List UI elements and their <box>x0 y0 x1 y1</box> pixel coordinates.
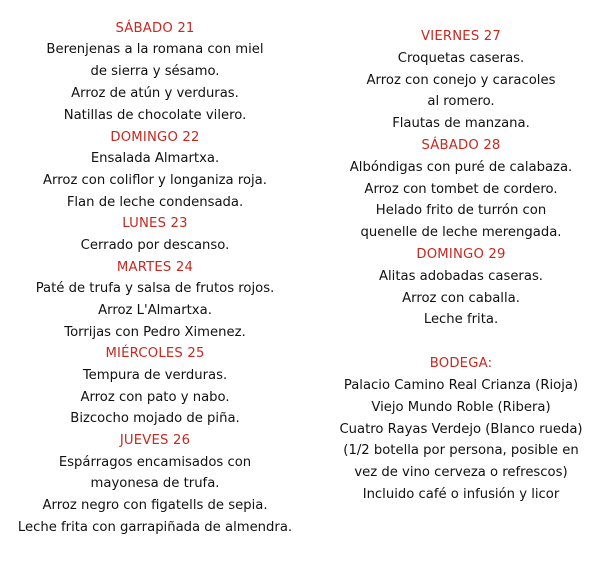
dish-line: Torrijas con Pedro Ximenez. <box>64 324 246 340</box>
dish-line: Flan de leche condensada. <box>66 194 244 210</box>
bodega-heading: BODEGA: <box>429 356 493 372</box>
dish-line: Leche frita con garrapiñada de almendra. <box>17 519 293 535</box>
dish-line: Arroz con tombet de cordero. <box>364 181 558 197</box>
dish-line: Leche frita. <box>423 312 499 328</box>
wine-note-line: (1/2 botella por persona, posible en <box>343 443 579 459</box>
dish-line: al romero. <box>427 94 495 110</box>
coffee-note-line: Incluido café o infusión y licor <box>362 486 560 502</box>
dish-line: Arroz con caballa. <box>402 290 520 306</box>
dish-line: de sierra y sésamo. <box>90 64 220 80</box>
dish-line: Helado frito de turrón con <box>375 203 547 219</box>
day-heading: DOMINGO 22 <box>110 129 200 145</box>
section-spacer <box>322 331 600 353</box>
day-heading: MARTES 24 <box>116 259 194 275</box>
dish-line: Alitas adobadas caseras. <box>378 268 544 284</box>
dish-line: quenelle de leche merengada. <box>360 225 562 241</box>
dish-line: Tempura de verduras. <box>82 367 228 383</box>
wine-note-line: vez de vino cerveza o refrescos) <box>354 465 568 481</box>
dish-line: Flautas de manzana. <box>392 116 530 132</box>
dish-line: Arroz con coliflor y longaniza roja. <box>43 172 267 188</box>
dish-line: Paté de trufa y salsa de frutos rojos. <box>35 281 275 296</box>
dish-line: Berenjenas a la romana con miel <box>46 42 264 58</box>
wine-line: Cuatro Rayas Verdejo (Blanco rueda) <box>339 421 583 437</box>
dish-line: Ensalada Almartxa. <box>90 151 220 166</box>
menu-left-column <box>6 18 304 539</box>
day-heading: LUNES 23 <box>122 216 188 232</box>
dish-line: Natillas de chocolate vilero. <box>63 107 247 123</box>
wine-line: Palacio Camino Real Crianza (Rioja) <box>343 377 579 393</box>
dish-line: Croquetas caseras. <box>397 50 525 66</box>
dish-line: Cerrado por descanso. <box>80 237 230 253</box>
dish-line: Albóndigas con puré de calabaza. <box>349 159 573 175</box>
menu-right-column <box>322 26 600 506</box>
dish-line: Espárragos encamisados con <box>58 454 252 470</box>
wine-line: Viejo Mundo Roble (Ribera) <box>371 399 551 415</box>
dish-line: Arroz con pato y nabo. <box>80 389 230 405</box>
dish-line: Arroz con conejo y caracoles <box>366 72 556 88</box>
dish-line: Arroz L'Almartxa. <box>98 302 212 318</box>
dish-line: Arroz negro con figatells de sepia. <box>42 498 268 514</box>
dish-line: mayonesa de trufa. <box>90 476 220 492</box>
day-heading: SÁBADO 21 <box>115 21 195 36</box>
day-heading: DOMINGO 29 <box>416 246 506 262</box>
day-heading: SÁBADO 28 <box>421 137 501 153</box>
dish-line: Arroz de atún y verduras. <box>71 86 239 101</box>
day-heading: MIÉRCOLES 25 <box>105 346 205 362</box>
day-heading: VIERNES 27 <box>421 29 501 44</box>
dish-line: Bizcocho mojado de piña. <box>70 411 240 427</box>
day-heading: JUEVES 26 <box>119 433 191 449</box>
